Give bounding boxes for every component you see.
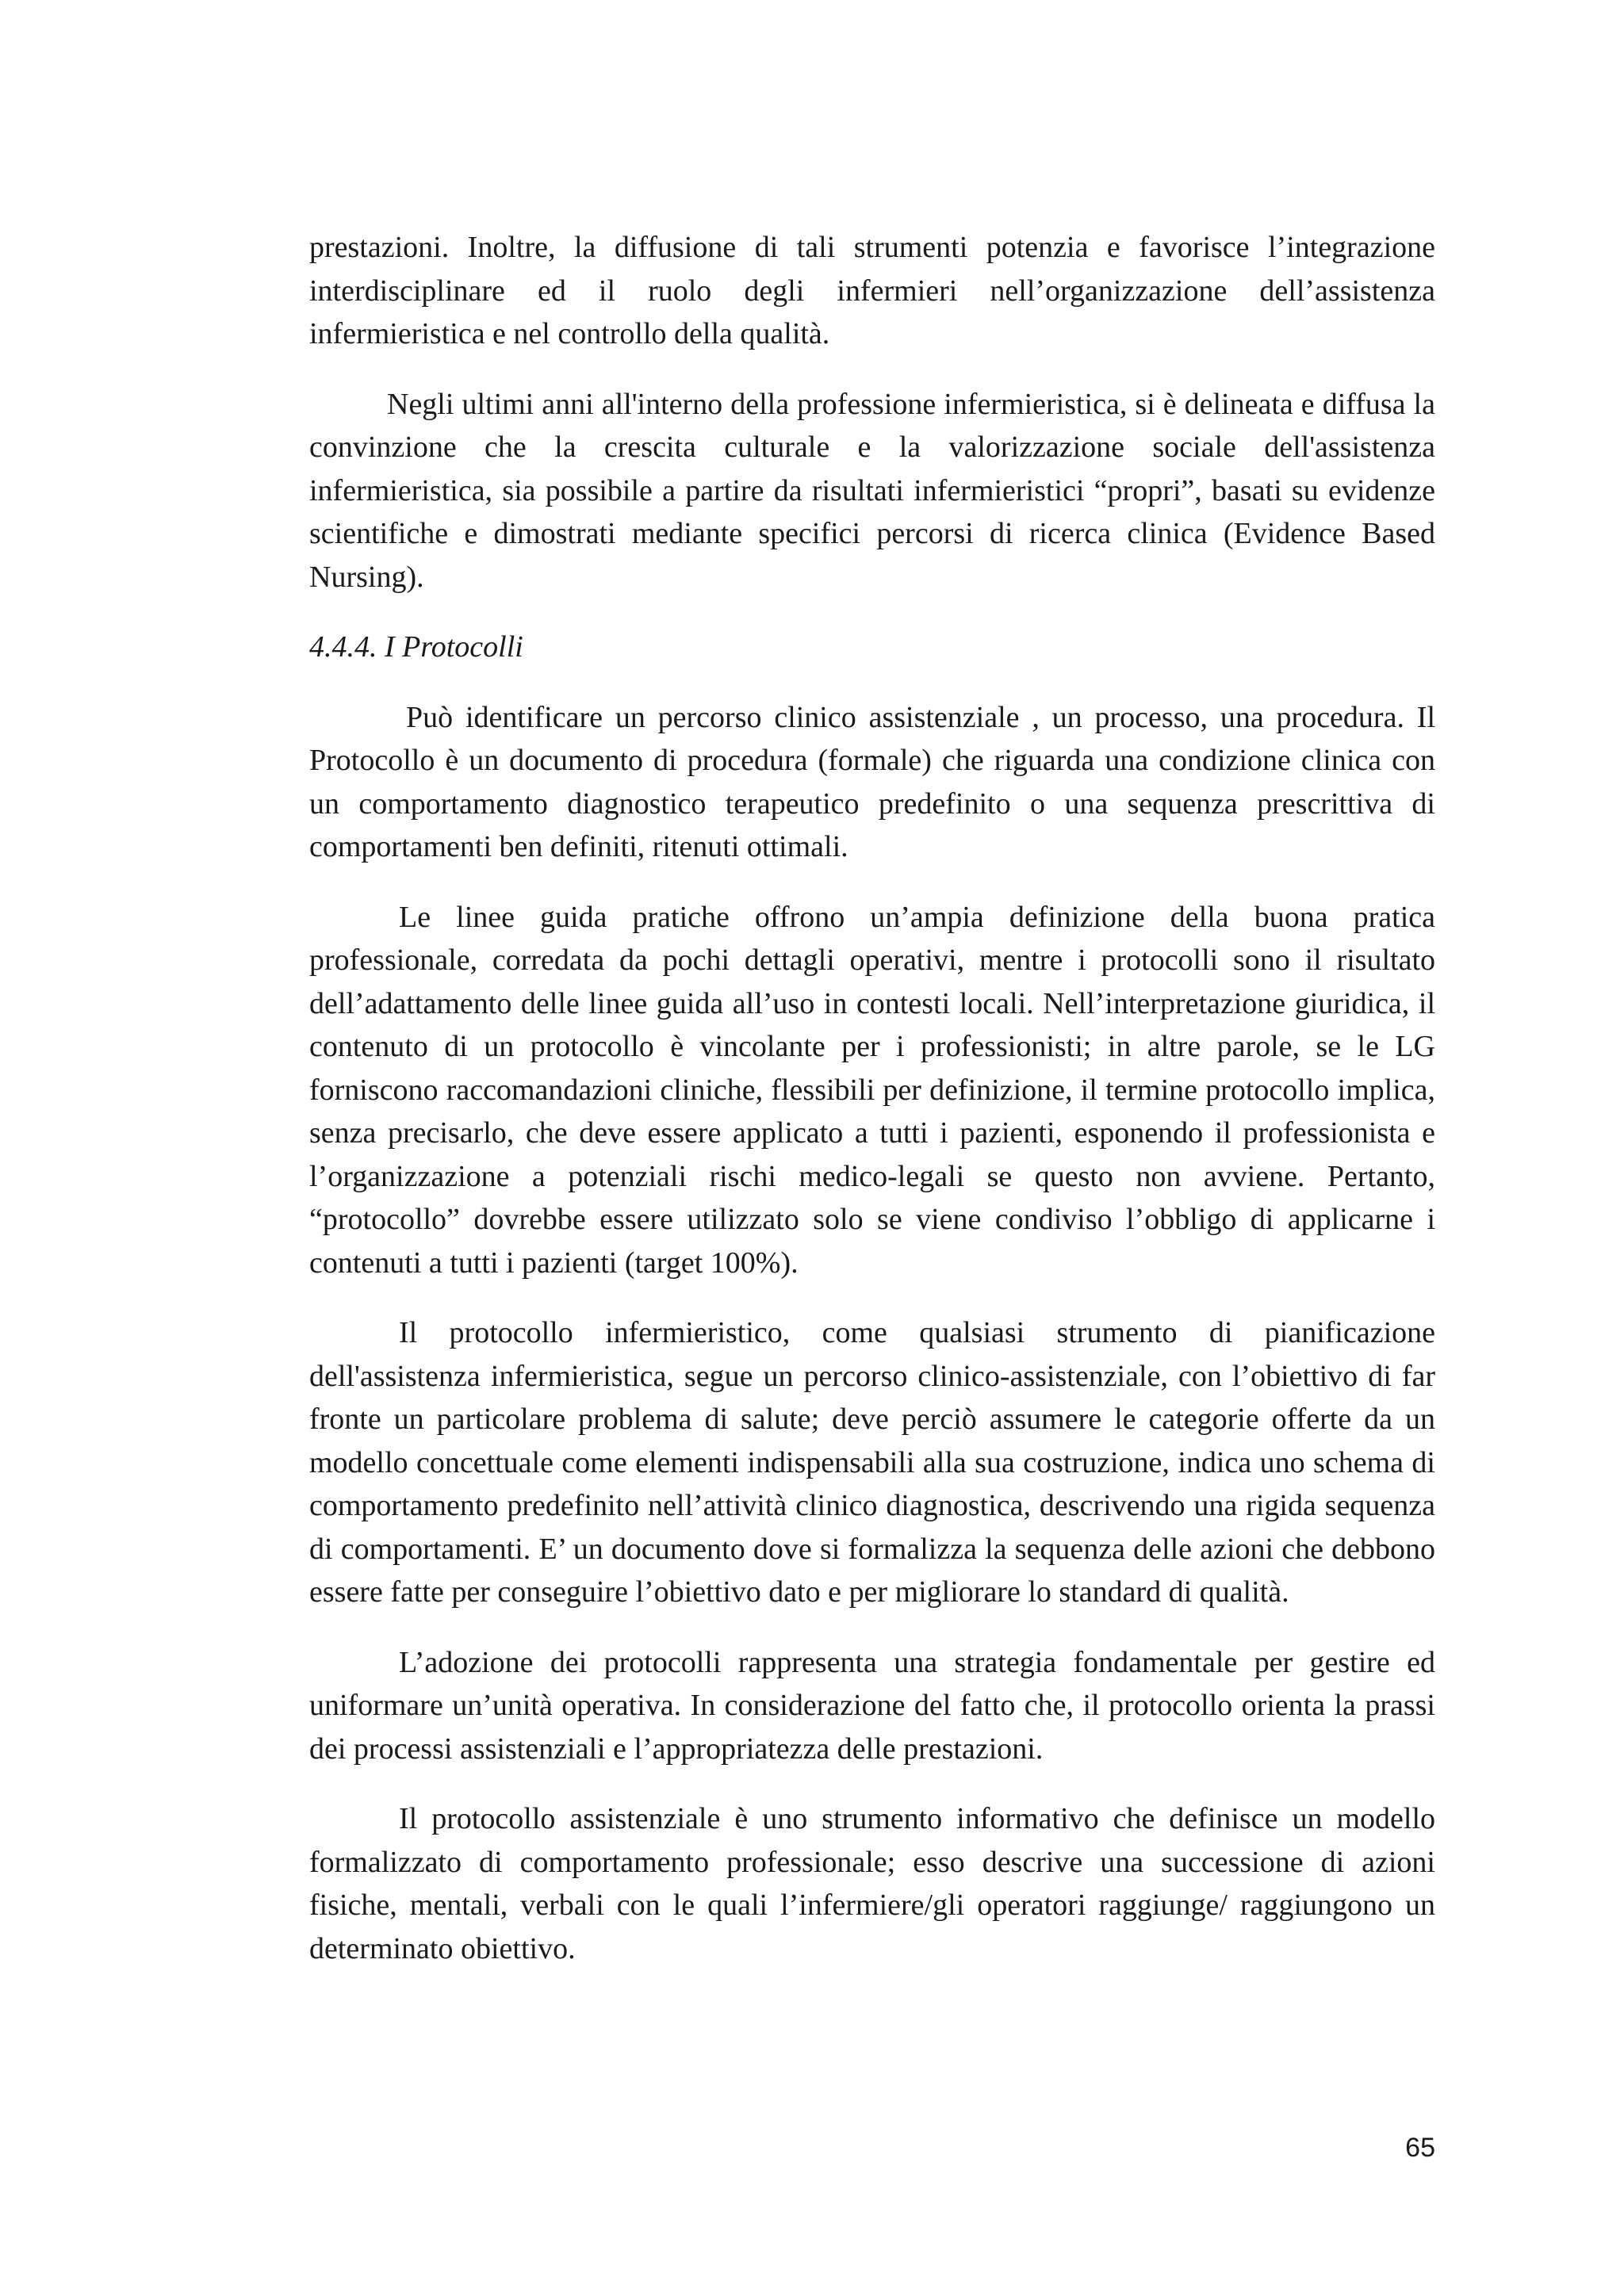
paragraph-protocollo-assistenziale: Il protocollo assistenziale è uno strumento informativo che definisce un modello formalizzato di comportamento professionale; esso descrive una successione di azioni fisiche, mentali, verbali con le quali l’infermiere/gli operatori raggiunge/ raggiungono un determinato obiettivo. [309,1802,1435,1965]
paragraph-protocollo-infermieristico: Il protocollo infermieristico, come qualsiasi strumento di pianificazione dell'assistenza infermieristica, segue un percorso clinico-assistenziale, con l’obiettivo di far fronte un particolare problema di salute; deve perciò assumere le categorie offerte da un modello concettuale come elementi indispensabili alla sua costruzione, indica uno schema di comportamento predefinito nell’attività clinico diagnostica, descrivendo una rigida sequenza di comportamenti. E’ un documento dove si formalizza la sequenza delle azioni che debbono essere fatte per conseguire l’obiettivo dato e per migliorare lo standard di qualità. [309,1316,1435,1609]
body-text [309,226,1435,1997]
section-heading: 4.4.4. I Protocolli [309,630,523,664]
paragraph-negli-ultimi-anni: Negli ultimi anni all'interno della professione infermieristica, si è delineata e diffusa la convinzione che la crescita culturale e la valorizzazione sociale dell'assistenza infermieristica, sia possibile a partire da risultati infermieristici “propri”, basati su evidenze scientifiche e dimostrati mediante specifici percorsi di ricerca clinica (Evidence Based Nursing). [309,387,1435,594]
paragraph-identificare: Può identificare un percorso clinico assistenziale , un processo, una procedura. Il Protocollo è un documento di procedura (formale) che riguarda una condizione clinica con un comportamento diagnostico terapeutico predefinito o una sequenza prescrittiva di comportamenti ben definiti, ritenuti ottimali. [309,700,1435,863]
paragraph-linee-guida: Le linee guida pratiche offrono un’ampia definizione della buona pratica professionale, corredata da pochi dettagli operativi, mentre i protocolli sono il risultato dell’adattamento delle linee guida all’uso in contesti locali. Nell’interpretazione giuridica, il contenuto di un protocollo è vincolante per i professionisti; in altre parole, se le LG forniscono raccomandazioni cliniche, flessibili per definizione, il termine protocollo implica, senza precisarlo, che deve essere applicato a tutti i pazienti, esponendo il professionista e l’organizzazione a potenziali rischi medico-legali se questo non avviene. Pertanto, “protocollo” dovrebbe essere utilizzato solo se viene condiviso l’obbligo di applicarne i contenuti a tutti i pazienti (target 100%). [309,900,1435,1280]
paragraph-prestazioni: prestazioni. Inoltre, la diffusione di tali strumenti potenzia e favorisce l’integrazione interdisciplinare ed il ruolo degli infermieri nell’organizzazione dell’assistenza infermieristica e nel controllo della qualità. [309,231,1435,350]
paragraph-adozione-protocolli: L’adozione dei protocolli rappresenta una strategia fondamentale per gestire ed uniformare un’unità operativa. In considerazione del fatto che, il protocollo orienta la prassi dei processi assistenziali e l’appropriatezza delle prestazioni. [309,1645,1435,1766]
page-number: 65 [1405,2133,1435,2163]
